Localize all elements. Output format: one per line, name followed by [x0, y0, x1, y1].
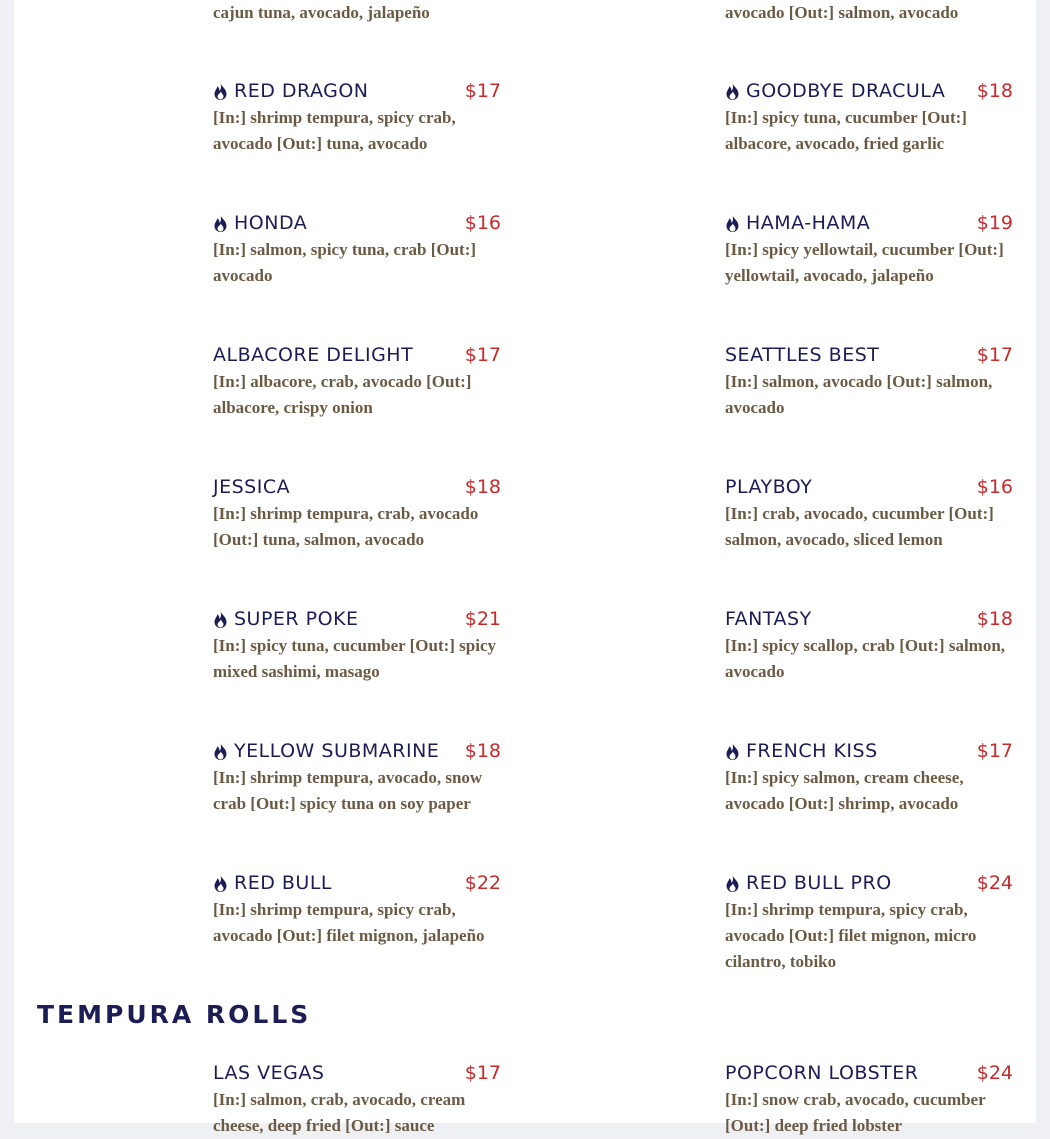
item-name: HAMA-HAMA	[746, 212, 871, 234]
menu-item-title	[213, 476, 290, 498]
menu-item-title	[725, 212, 870, 234]
menu-item	[725, 606, 1013, 685]
menu-item	[725, 474, 1013, 553]
item-name: POPCORN LOBSTER	[725, 1062, 919, 1084]
item-description: [In:] spicy scallop, crab [Out:] salmon, avocado	[725, 636, 1006, 681]
item-description: [In:] shrimp tempura, spicy crab, avocado [Out:] filet mignon, jalapeño	[213, 900, 485, 945]
item-name: RED BULL PRO	[746, 872, 892, 894]
menu-item-title	[213, 80, 369, 102]
item-price: $18	[976, 80, 1013, 102]
menu-item	[213, 474, 501, 553]
item-price: $17	[976, 344, 1013, 366]
item-name: PLAYBOY	[725, 476, 813, 498]
item-name: YELLOW SUBMARINE	[234, 740, 440, 762]
fire-icon	[213, 611, 228, 629]
menu-item	[213, 342, 501, 421]
item-price: $22	[464, 872, 501, 894]
menu-item	[213, 1060, 501, 1139]
item-name: JESSICA	[213, 476, 291, 498]
item-description: [In:] shrimp tempura, avocado, snow crab [Out:] spicy tuna on soy paper	[213, 768, 483, 813]
menu-item-title	[725, 80, 945, 102]
item-description: [In:] shrimp tempura, spicy crab, avocado [Out:] filet mignon, micro cilantro, tobiko	[725, 900, 977, 971]
menu-item-title	[725, 1062, 918, 1084]
menu-page	[14, 0, 1036, 1135]
item-price: $17	[464, 1062, 501, 1084]
item-name: FANTASY	[725, 608, 812, 630]
item-description: [In:] salmon, spicy tuna, crab [Out:] avocado	[213, 240, 477, 285]
item-name: RED DRAGON	[234, 80, 369, 102]
item-name: FRENCH KISS	[746, 740, 878, 762]
fire-icon	[213, 83, 228, 101]
item-description: cajun tuna, avocado, jalapeño	[213, 3, 430, 22]
menu-item-header	[213, 210, 501, 236]
item-name: HONDA	[234, 212, 308, 234]
menu-item-header	[213, 738, 501, 764]
item-name: SUPER POKE	[234, 608, 359, 630]
item-description: avocado [Out:] salmon, avocado	[725, 3, 959, 22]
menu-item	[725, 870, 1013, 975]
item-name: SEATTLES BEST	[725, 344, 880, 366]
menu-item	[725, 738, 1013, 817]
menu-item-header	[725, 870, 1013, 896]
fire-icon	[725, 743, 740, 761]
item-description: [In:] spicy tuna, cucumber [Out:] spicy mixed sashimi, masago	[213, 636, 497, 681]
item-description: [In:] salmon, avocado [Out:] salmon, avocado	[725, 372, 993, 417]
menu-item-title	[213, 344, 413, 366]
menu-item-title	[213, 740, 439, 762]
menu-item-title	[725, 608, 812, 630]
menu-item-header	[725, 738, 1013, 764]
item-price: $21	[464, 608, 501, 630]
fire-icon	[213, 743, 228, 761]
item-price: $24	[976, 1062, 1013, 1084]
fire-icon	[725, 83, 740, 101]
item-description: [In:] spicy tuna, cucumber [Out:] albacore, avocado, fried garlic	[725, 108, 967, 153]
item-price: $19	[976, 212, 1013, 234]
item-price: $17	[464, 80, 501, 102]
menu-item-title	[725, 872, 892, 894]
item-description: [In:] shrimp tempura, spicy crab, avocado [Out:] tuna, avocado	[213, 108, 456, 153]
item-price: $16	[976, 476, 1013, 498]
menu-item-header	[725, 474, 1013, 500]
item-price: $17	[976, 740, 1013, 762]
menu-item-title	[213, 608, 359, 630]
item-description: [In:] crab, avocado, cucumber [Out:] salmon, avocado, sliced lemon	[725, 504, 994, 549]
section-title-tempura-rolls: TEMPURA ROLLS	[37, 1000, 312, 1029]
menu-item-title	[725, 344, 879, 366]
menu-item-header	[725, 606, 1013, 632]
menu-item-header	[725, 1060, 1013, 1086]
menu-item-header	[213, 606, 501, 632]
menu-item	[213, 606, 501, 685]
item-description: [In:] spicy yellowtail, cucumber [Out:] yellowtail, avocado, jalapeño	[725, 240, 1004, 285]
item-description: [In:] salmon, crab, avocado, cream cheese, deep fried [Out:] sauce	[213, 1090, 466, 1135]
menu-item-fragment	[725, 0, 1013, 26]
item-name: GOODBYE DRACULA	[746, 80, 946, 102]
menu-item	[725, 342, 1013, 421]
menu-item	[725, 210, 1013, 289]
fire-icon	[725, 875, 740, 893]
item-description: [In:] shrimp tempura, crab, avocado [Out:] tuna, salmon, avocado	[213, 504, 479, 549]
item-name: RED BULL	[234, 872, 332, 894]
menu-item-header	[725, 342, 1013, 368]
fire-icon	[213, 215, 228, 233]
menu-item-title	[213, 872, 332, 894]
menu-item-header	[725, 78, 1013, 104]
menu-item-title	[725, 476, 812, 498]
fire-icon	[213, 875, 228, 893]
item-price: $18	[464, 476, 501, 498]
menu-item	[213, 870, 501, 949]
item-price: $18	[464, 740, 501, 762]
item-name: ALBACORE DELIGHT	[213, 344, 414, 366]
menu-item	[213, 78, 501, 157]
fire-icon	[725, 215, 740, 233]
menu-item-header	[213, 1060, 501, 1086]
menu-item-fragment	[213, 0, 501, 26]
menu-item-title	[213, 1062, 324, 1084]
item-description: [In:] spicy salmon, cream cheese, avocado [Out:] shrimp, avocado	[725, 768, 964, 813]
menu-item-header	[213, 78, 501, 104]
menu-item	[725, 78, 1013, 157]
item-price: $18	[976, 608, 1013, 630]
menu-item	[725, 1060, 1013, 1139]
menu-item-title	[213, 212, 307, 234]
menu-item-header	[213, 870, 501, 896]
item-name: LAS VEGAS	[213, 1062, 325, 1084]
item-price: $24	[976, 872, 1013, 894]
item-description: [In:] snow crab, avocado, cucumber [Out:] deep fried lobster	[725, 1090, 986, 1135]
item-price: $16	[464, 212, 501, 234]
item-price: $17	[464, 344, 501, 366]
menu-item-header	[725, 210, 1013, 236]
menu-item	[213, 210, 501, 289]
item-description: [In:] albacore, crab, avocado [Out:] albacore, crispy onion	[213, 372, 472, 417]
menu-item-title	[725, 740, 878, 762]
menu-item-header	[213, 342, 501, 368]
menu-item	[213, 738, 501, 817]
menu-item-header	[213, 474, 501, 500]
